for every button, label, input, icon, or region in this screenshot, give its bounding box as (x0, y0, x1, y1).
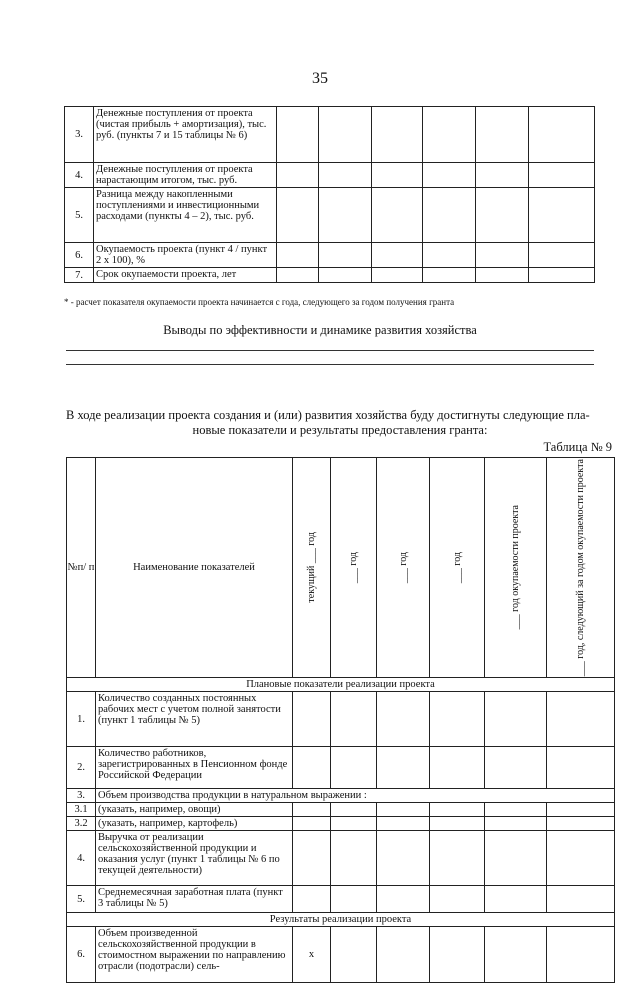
row-label: (указать, например, картофель) (96, 817, 293, 831)
row-number: 3. (67, 789, 96, 803)
col-year-header: ___ год (348, 552, 359, 584)
row-number: 3.2 (67, 817, 96, 831)
row-label: Выручка от реализации сельскохозяйственной продукции и оказания услуг (пункт 1 таблицы № 6 по текущей деятельности) (96, 831, 293, 886)
section-title: Плановые показатели реализации проекта (67, 678, 615, 692)
table-row (67, 927, 615, 983)
row-number: 2. (67, 747, 96, 789)
footnote: * - расчет показателя окупаемости проекта начинается с года, следующего за годом получения гранта (64, 297, 455, 307)
col-year-header: ___ год (451, 552, 463, 584)
row-number: 5. (65, 188, 94, 243)
col-name-header: Наименование показателей (96, 458, 293, 678)
table-row (65, 243, 595, 268)
row-label: Объем производства продукции в натуральном выражении : (96, 789, 615, 803)
table-row (67, 803, 615, 817)
table-row (67, 747, 615, 789)
blank-line (66, 364, 594, 365)
row-label: Денежные поступления от проекта (чистая прибыль + амортизация), тыс. руб. (пункты 7 и 15 таблицы № 6) (94, 107, 277, 163)
row-number: 1. (67, 692, 96, 747)
row-number: 6. (65, 243, 94, 268)
col-year-header: текущий ___ год (306, 532, 317, 603)
row-number: 3. (65, 107, 94, 163)
col-year-header: ___ год (397, 552, 409, 584)
row-label: Срок окупаемости проекта, лет (94, 268, 277, 283)
table-caption: Таблица № 9 (543, 440, 612, 454)
section-row (67, 678, 615, 692)
section-row (67, 913, 615, 927)
section-title: Результаты реализации проекта (67, 913, 615, 927)
row-number: 7. (65, 268, 94, 283)
row-label: Окупаемость проекта (пункт 4 / пункт 2 х 100), % (94, 243, 277, 268)
row-label: Разница между накопленными поступлениями и инвестиционными расходами (пункты 4 – 2), тыс. руб. (94, 188, 277, 243)
table-row (65, 188, 595, 243)
table-row (65, 268, 595, 283)
page-number: 35 (312, 70, 328, 87)
col-num-header: №п/ п (67, 458, 96, 678)
not-applicable-mark: х (293, 927, 331, 983)
row-label: Количество работников, зарегистрированных в Пенсионном фонде Российской Федерации (96, 747, 293, 789)
table-row (67, 886, 615, 913)
blank-line (66, 350, 594, 351)
col-year-header: ___ год, следующий за годом окупаемости проекта (575, 459, 586, 677)
row-number: 4. (65, 163, 94, 188)
col-year-header: ___ год окупаемости проекта (510, 505, 521, 630)
intro-line-2: новые показатели и результаты предоставления гранта: (192, 423, 488, 437)
row-label: Количество созданных постоянных рабочих мест с учетом полной занятости (пункт 1 таблицы № 5) (96, 692, 293, 747)
table-row (67, 789, 615, 803)
table-row (65, 107, 595, 163)
row-number: 6. (67, 927, 96, 983)
table-row (65, 163, 595, 188)
row-number: 5. (67, 886, 96, 913)
table-row (67, 831, 615, 886)
intro-paragraph (66, 408, 614, 438)
row-number: 3.1 (67, 803, 96, 817)
conclusions-heading: Выводы по эффективности и динамике развития хозяйства (163, 323, 477, 337)
table-header-row (67, 458, 615, 678)
table-row (67, 817, 615, 831)
intro-line-1: В ходе реализации проекта создания и (или) развития хозяйства буду достигнуты следующие пла- (66, 408, 590, 422)
row-label: (указать, например, овощи) (96, 803, 293, 817)
table-9 (66, 457, 615, 983)
top-table (64, 106, 595, 283)
table-row (67, 692, 615, 747)
row-label: Объем произведенной сельскохозяйственной продукции в стоимостном выражении по направлению отрасли (подотрасли) сель- (96, 927, 293, 983)
row-label: Денежные поступления от проекта нарастающим итогом, тыс. руб. (94, 163, 277, 188)
row-number: 4. (67, 831, 96, 886)
row-label: Среднемесячная заработная плата (пункт 3 таблицы № 5) (96, 886, 293, 913)
